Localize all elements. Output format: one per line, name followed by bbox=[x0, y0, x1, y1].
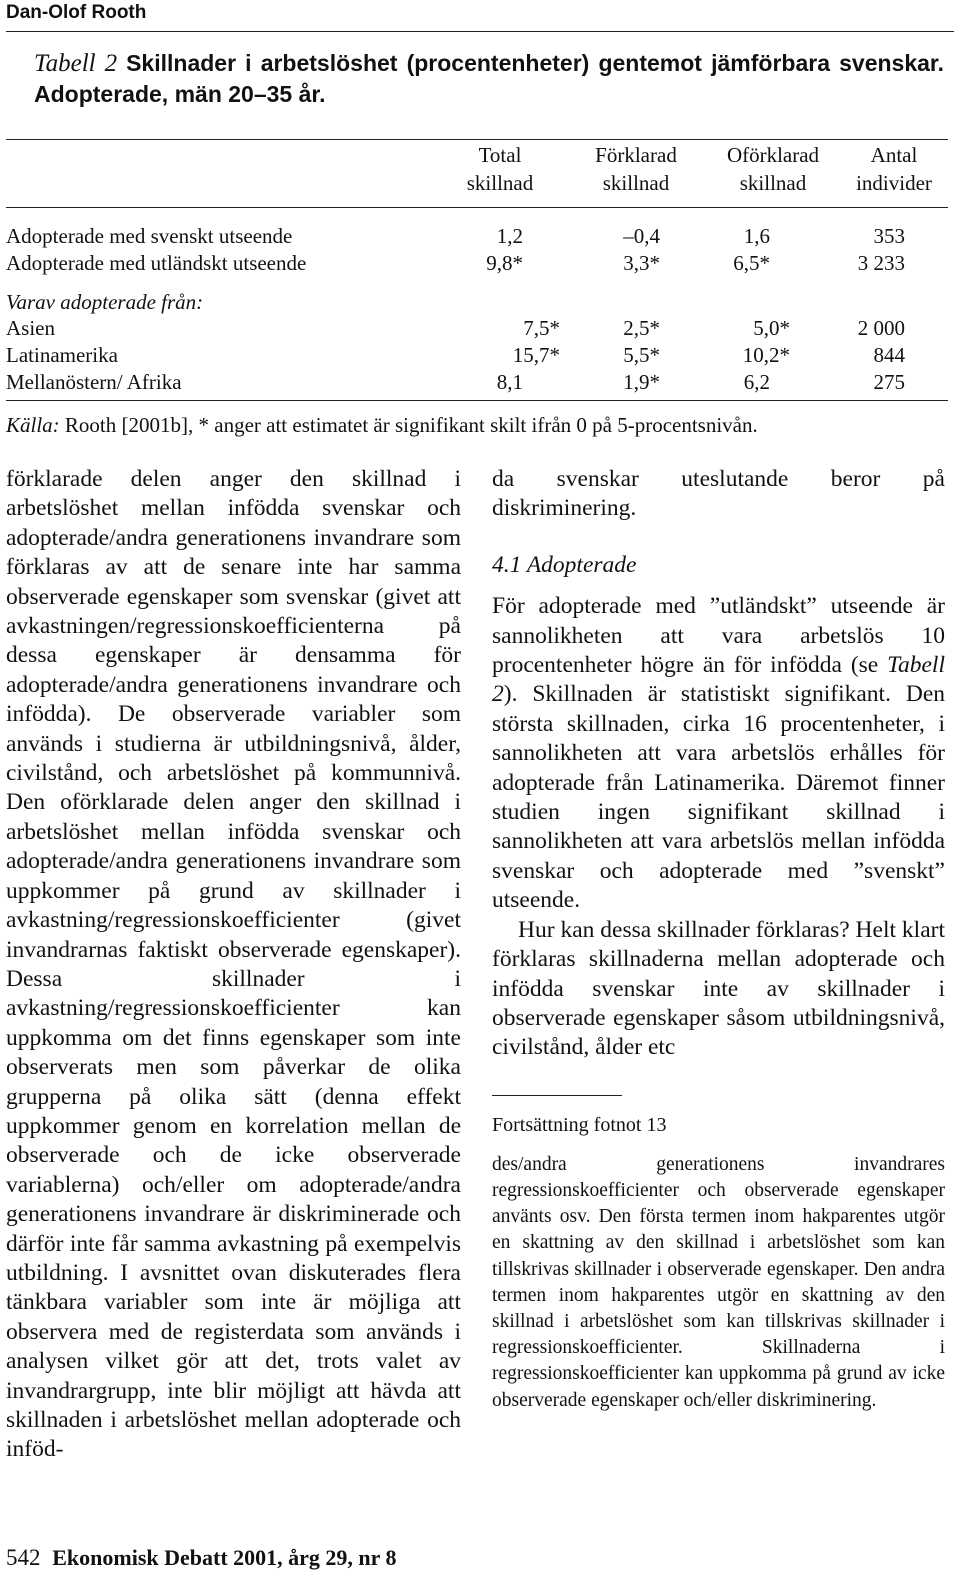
body-column-right bbox=[492, 465, 945, 1414]
cell-total: 7,5* bbox=[523, 316, 560, 340]
cell-forklarad: –0,4 bbox=[623, 224, 660, 248]
cell-forklarad: 2,5* bbox=[623, 316, 660, 340]
cell-forklarad: 3,3* bbox=[623, 251, 660, 275]
section-heading: 4.1 Adopterade bbox=[492, 551, 637, 578]
cell-antal: 3 233 bbox=[857, 251, 905, 275]
table-caption-label: Tabell 2 bbox=[34, 50, 118, 77]
row-label: Latinamerika bbox=[6, 343, 118, 367]
row-label: Mellanöstern/ Afrika bbox=[6, 370, 182, 394]
header-rule bbox=[6, 31, 954, 32]
cell-total: 8,1 bbox=[496, 370, 523, 394]
body-paragraph: Hur kan dessa skillnader förklaras? Helt klart förklaras skillnaderna mellan adopterade och infödda svenskar inte av skillnader i observerade egenskaper såsom utbildningsnivå, civilstånd, ålder etc bbox=[492, 916, 945, 1061]
cell-antal: 275 bbox=[873, 370, 905, 394]
page-number: 542 bbox=[6, 1545, 41, 1570]
table-subheading: Varav adopterade från: bbox=[6, 290, 204, 314]
table-reference: Tabell 2 bbox=[492, 652, 945, 708]
table-bottom-rule bbox=[6, 400, 948, 401]
row-label: Asien bbox=[6, 316, 55, 340]
column-header-total: Total skillnad bbox=[466, 143, 534, 195]
source-label: Källa: bbox=[6, 413, 60, 437]
cell-oforklarad: 10,2* bbox=[742, 343, 790, 367]
column-header-oforklarad: Oförklarad skillnad bbox=[726, 143, 820, 195]
body-paragraph-intro: da svenskar uteslutande beror på diskriminering. bbox=[492, 466, 945, 522]
running-header-author: Dan-Olof Rooth bbox=[6, 2, 147, 23]
footnote-continuation: Fortsättning fotnot 13 bbox=[492, 1113, 667, 1136]
table-caption-title: Skillnader i arbetslöshet (procentenheter) gentemot jämförbara svenskar. Adopterade, män 20–35 år. bbox=[34, 50, 944, 107]
source-text: Rooth [2001b], * anger att estimatet är signifikant skilt ifrån 0 på 5-procentsnivån. bbox=[64, 413, 758, 437]
footnote-text: des/andra generationens invandrares regressionskoefficienter och observerade egenskaper använts osv. Den första termen inom hakparentes utgör en skattning av den skillnad i arbetslöshet som kan tillskrivas skillnader i observerade egenskaper. Den andra termen inom hakparentes utgör en skattning av den skillnad i arbetslöshet som kan tillskrivas skillnader i regressionskoefficienter. Skillnaderna i regressionskoefficienter kan uppkomma på grund av icke observerade egenskaper och/eller diskriminering. bbox=[492, 1153, 945, 1411]
column-header-forklarad: Förklarad skillnad bbox=[595, 143, 677, 195]
table-source-note bbox=[6, 412, 758, 438]
cell-antal: 353 bbox=[873, 224, 905, 248]
cell-oforklarad: 5,0* bbox=[753, 316, 790, 340]
footnote-rule bbox=[492, 1095, 622, 1096]
table-caption bbox=[34, 48, 944, 110]
column-header-antal: Antal individer bbox=[856, 143, 932, 195]
cell-forklarad: 1,9* bbox=[623, 370, 660, 394]
cell-oforklarad: 6,2 bbox=[743, 370, 770, 394]
body-column-left bbox=[6, 465, 461, 1465]
cell-antal: 844 bbox=[873, 343, 905, 367]
table-header-rule bbox=[6, 207, 948, 208]
row-label: Adopterade med utländskt utseende bbox=[6, 251, 307, 275]
body-paragraph: förklarade delen anger den skillnad i arbetslöshet mellan infödda svenskar och adopterade/andra generationens invandrare som förklaras av att de senare inte har samma observerade egenskaper som svenskar (givet att avkastningen/regressionskoefficienterna på dessa egenskaper är densamma för adopterade/andra generationens invandrare och infödda). De observerade variabler som används i studierna är utbildningsnivå, ålder, civilstånd, och arbetslöshet på kommunnivå. Den oförklarade delen anger den skillnad i arbetslöshet mellan infödda svenskar och adopterade/andra generationens invandrare som uppkommer på grund av skillnader i avkastning/regressionskoefficienter (givet invandrarnas faktiskt observerade egenskaper). Dessa skillnader i avkastning/regressionskoefficienter kan uppkomma om det finns egenskaper som inte observerats men som påverkar de olika grupperna på olika sätt (denna effekt uppkommer genom en korrelation mellan de observerade och de icke observerade variablerna) och/eller om adopterade/andra generationens invandrare är diskriminerade och därför inte får samma avkastning på exempelvis utbildning. I avsnittet ovan diskuterades flera tänkbara variabler som inte är möjliga att observera med de registerdata som används i analysen vilket gör att det, trots valet av invandrargrupp, inte blir möjligt att hävda att skillnaden i arbetslöshet mellan adopterade och inföd- bbox=[6, 466, 461, 1463]
table-top-rule bbox=[6, 139, 948, 140]
journal-title: Ekonomisk Debatt 2001, årg 29, nr 8 bbox=[52, 1545, 397, 1570]
cell-total: 1,2 bbox=[496, 224, 523, 248]
cell-forklarad: 5,5* bbox=[623, 343, 660, 367]
cell-total: 15,7* bbox=[512, 343, 560, 367]
body-paragraph: För adopterade med ”utländskt” utseende är sannolikheten att vara arbetslös 10 procentenheter högre än för infödda (se Tabell 2). Skillnaden är statistiskt signifikant. Den största skillnaden, cirka 16 procentenheter, i sannolikheten att vara arbetslös erhålles för adopterade från Latinamerika. Däremot finner studien ingen signifikant skillnad i sannolikheten att vara arbetslös mellan infödda svenskar och adopterade med ”svenskt” utseende. bbox=[492, 593, 945, 914]
cell-oforklarad: 6,5* bbox=[733, 251, 770, 275]
cell-oforklarad: 1,6 bbox=[743, 224, 770, 248]
cell-total: 9,8* bbox=[486, 251, 523, 275]
row-label: Adopterade med svenskt utseende bbox=[6, 224, 293, 248]
page-footer bbox=[6, 1545, 397, 1571]
cell-antal: 2 000 bbox=[857, 316, 905, 340]
